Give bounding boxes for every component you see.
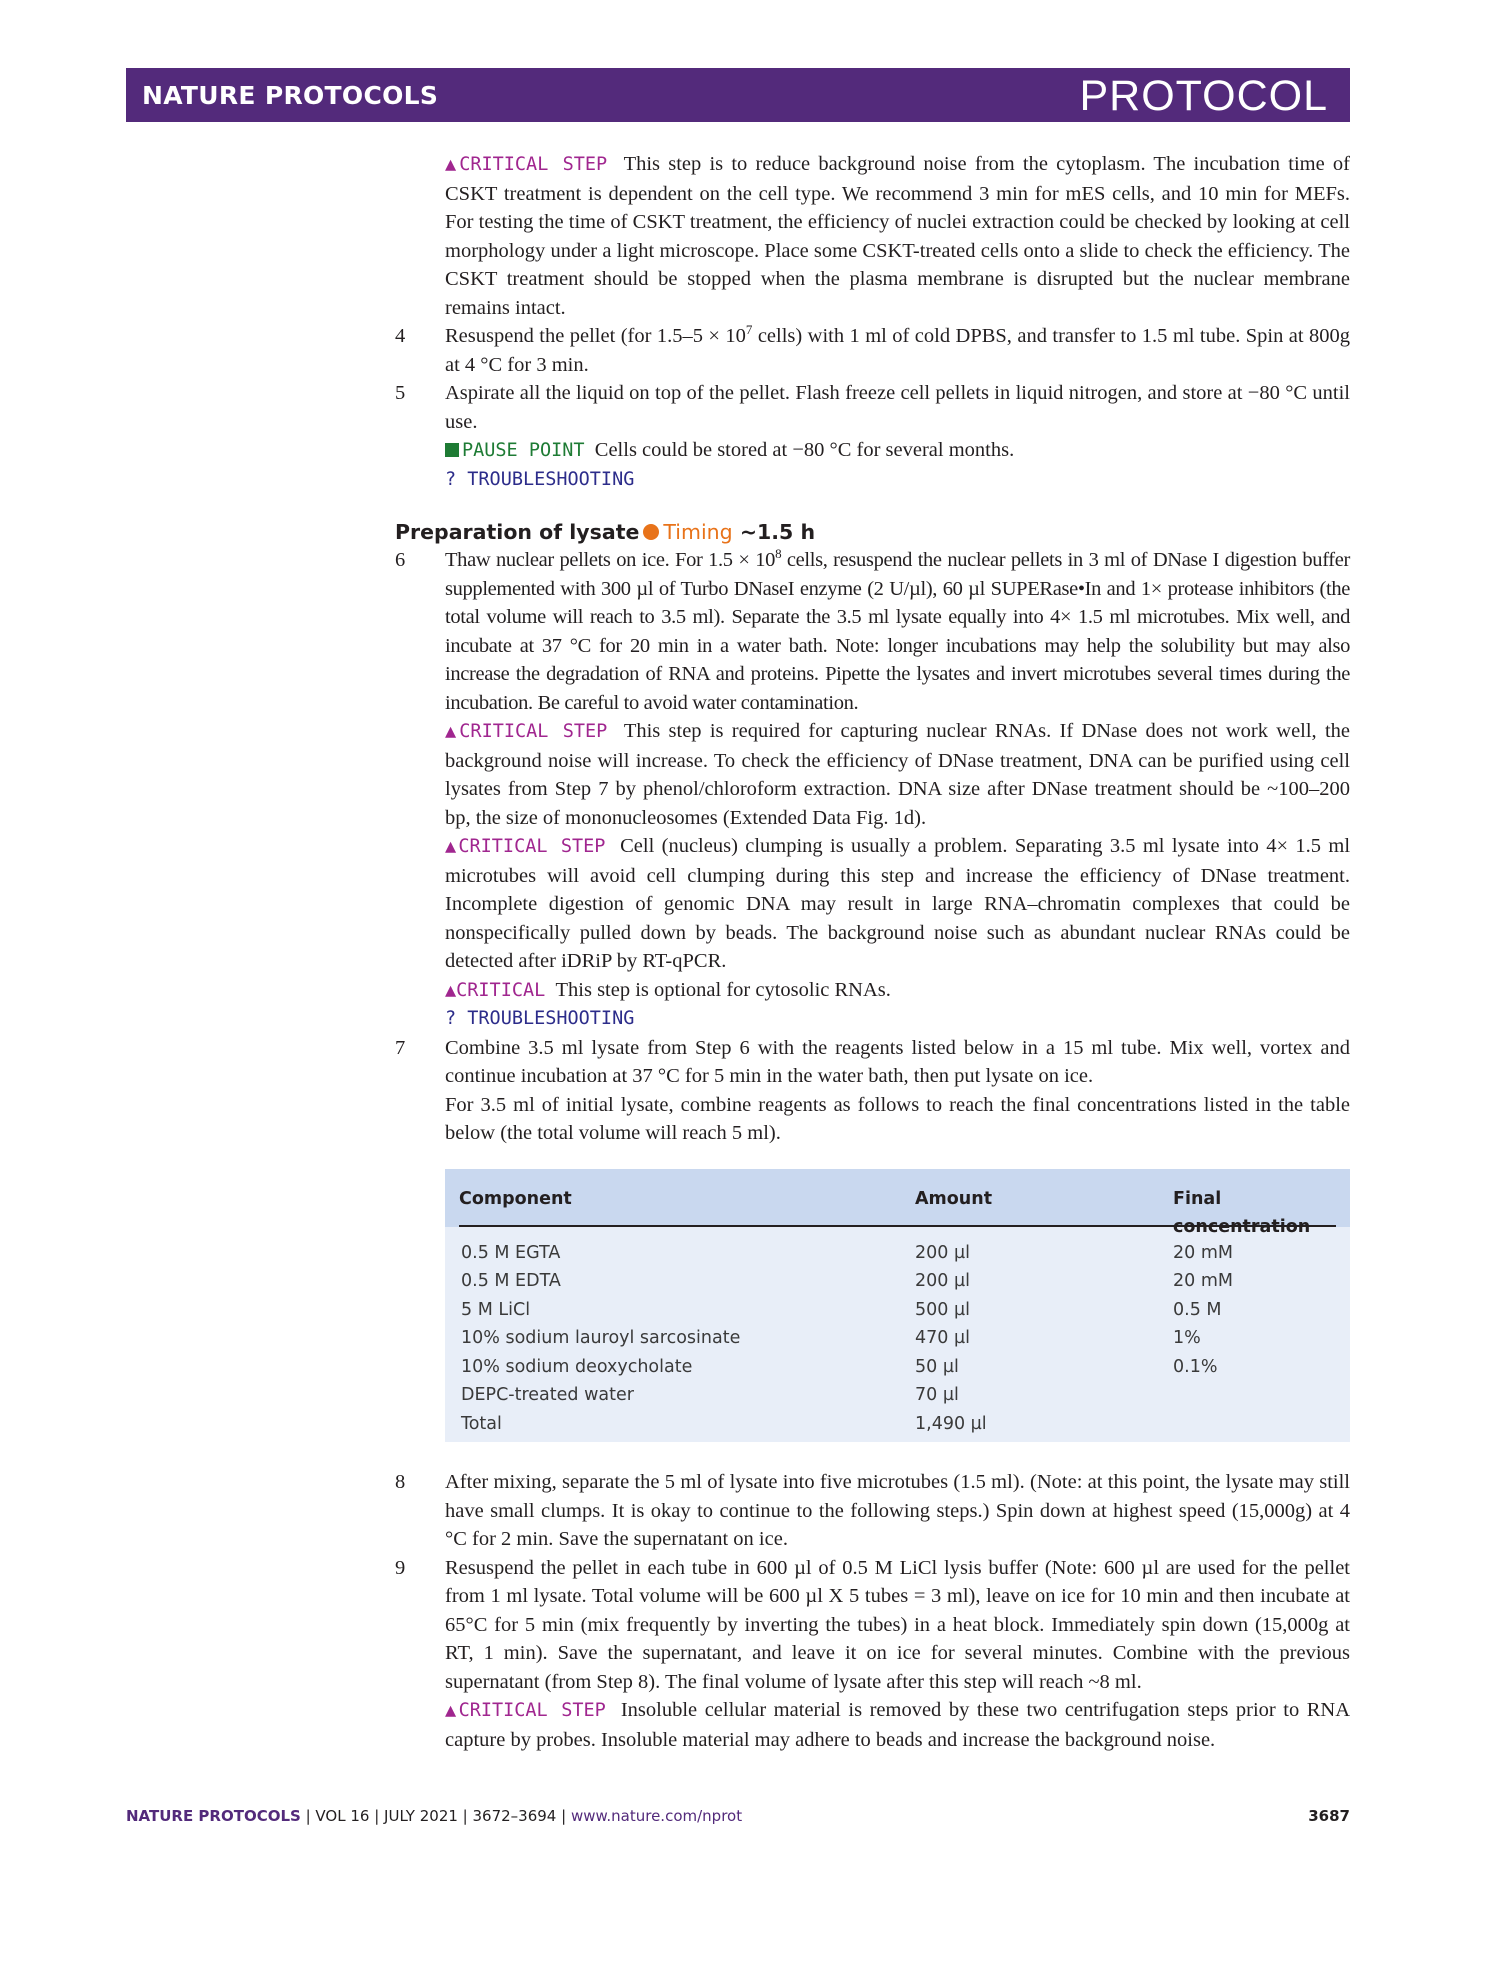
table-cell: 5 M LiCl xyxy=(461,1299,531,1320)
step-7 xyxy=(395,1034,1350,1148)
critical-note-text: This step is optional for cytosolic RNAs. xyxy=(555,978,891,1001)
footer-url-link[interactable]: www.nature.com/nprot xyxy=(570,1807,743,1825)
table-cell: 0.1% xyxy=(1173,1356,1218,1377)
step-number: 9 xyxy=(395,1556,406,1579)
table-row xyxy=(445,1292,1350,1321)
timing-dot-icon xyxy=(643,524,659,540)
critical-step-label: ▲CRITICAL STEP xyxy=(445,1700,606,1721)
square-icon xyxy=(445,443,459,457)
table-cell: 10% sodium deoxycholate xyxy=(461,1356,693,1377)
section-label: PROTOCOL xyxy=(1079,72,1328,120)
table-cell: Total xyxy=(461,1413,502,1434)
table-cell: DEPC-treated water xyxy=(461,1385,634,1405)
triangle-icon: ▲ xyxy=(445,154,460,175)
pause-point xyxy=(445,436,1350,466)
superscript: 8 xyxy=(775,546,782,561)
triangle-icon: ▲ xyxy=(445,979,457,1001)
table-row xyxy=(445,1349,1350,1378)
step-6 xyxy=(395,546,1350,1034)
step-number: 4 xyxy=(395,325,406,347)
table-cell: 1,490 µl xyxy=(915,1413,987,1434)
column-header: Component xyxy=(459,1188,572,1209)
critical-note-text: Cell (nucleus) clumping is usually a problem. Separating 3.5 ml lysate into 4× 1.5 ml microtubes will avoid cell clumping during this step and increase the efficiency of DNase treatment. Incomplete digestion of genomic DNA may result in large RNA–chromatin complexes that could be nonspecifically pulled down by beads. The background noise such as abundant nuclear RNAs could be detected after iDRiP by RT-qPCR. xyxy=(445,835,1351,972)
critical-step-label: ▲CRITICAL STEP xyxy=(445,721,608,742)
critical-note xyxy=(445,717,1350,832)
troubleshooting-link[interactable]: ? TROUBLESHOOTING xyxy=(445,468,635,490)
triangle-icon: ▲ xyxy=(445,721,460,742)
step-4 xyxy=(395,322,1350,379)
critical-note-text: This step is to reduce background noise from the cytoplasm. The incubation time of CSKT treatment is dependent on the cell type. We recommend 3 min for mES cells, and 10 min for MEFs. For testing the time of CSKT treatment, the efficiency of nuclei extraction could be checked by looking at cell morphology under a light microscope. Place some CSKT-treated cells onto a slide to check the efficiency. The CSKT treatment should be stopped when the plasma membrane is disrupted but the nuclear membrane remains intact. xyxy=(445,153,1350,319)
step-text: Thaw nuclear pellets on ice. For 1.5 × 10 xyxy=(445,549,776,571)
superscript: 7 xyxy=(745,322,753,337)
timing-value: ~1.5 h xyxy=(739,520,816,544)
step-text: cells) with 1 ml of cold DPBS, and transfer to 1.5 ml tube. Spin at 800g at 4 °C for 3 min. xyxy=(445,325,1350,376)
step-8 xyxy=(395,1468,1350,1554)
step-5 xyxy=(395,379,1350,436)
table-cell: 20 mM xyxy=(1173,1242,1233,1263)
step-text: Resuspend the pellet (for 1.5–5 × 10 xyxy=(445,325,746,347)
table-cell: 0.5 M EDTA xyxy=(461,1271,561,1291)
table-cell: 70 µl xyxy=(915,1385,959,1405)
triangle-icon: ▲ xyxy=(445,1700,459,1721)
critical-note xyxy=(445,1696,1350,1754)
step-text: Aspirate all the liquid on top of the pellet. Flash freeze cell pellets in liquid nitrogen, and store at −80 °C until use. xyxy=(445,382,1350,433)
troubleshooting-link[interactable]: ? TROUBLESHOOTING xyxy=(445,1008,635,1029)
step-text: After mixing, separate the 5 ml of lysate into five microtubes (1.5 ml). (Note: at this point, the lysate may still have small clumps. It is okay to continue to the following steps.) Spin down at highest speed (15,000g) at 4 °C for 2 min. Save the supernatant on ice. xyxy=(445,1471,1350,1550)
critical-note-text: Insoluble cellular material is removed by these two centrifugation steps prior to RNA capture by probes. Insoluble material may adhere to beads and increase the background noise. xyxy=(445,1699,1351,1751)
column-header: Amount xyxy=(915,1188,993,1209)
table-row xyxy=(445,1320,1350,1349)
table-row xyxy=(445,1377,1350,1406)
page-header xyxy=(126,68,1350,122)
table-cell: 10% sodium lauroyl sarcosinate xyxy=(461,1328,741,1348)
table-cell: 200 µl xyxy=(915,1271,970,1291)
table-cell: 500 µl xyxy=(915,1299,970,1320)
pause-point-text: Cells could be stored at −80 °C for several months. xyxy=(594,439,1015,461)
step-number: 6 xyxy=(395,549,406,571)
journal-name: NATURE PROTOCOLS xyxy=(142,81,439,110)
subheading-title: Preparation of lysate xyxy=(395,520,640,544)
step-text: For 3.5 ml of initial lysate, combine reagents as follows to reach the final concentrations listed in the table below (the total volume will reach 5 ml). xyxy=(445,1093,1350,1144)
table-cell: 470 µl xyxy=(915,1328,970,1348)
critical-note xyxy=(445,832,1350,976)
column-header: Final concentration xyxy=(1173,1188,1311,1237)
step-number: 5 xyxy=(395,382,406,404)
table-cell: 1% xyxy=(1173,1328,1201,1348)
triangle-icon: ▲ xyxy=(445,836,459,857)
step-text: Resuspend the pellet in each tube in 600 µl of 0.5 M LiCl lysis buffer (Note: 600 µl are used for the pellet from 1 ml lysate. Total volume will be 600 µl X 5 tubes = 3 ml), leave on ice for 10 min and then incubate at 65°C for 5 min (mix frequently by inverting the tubes) in a heat block. Immediately spin down (15,000g at RT, 1 min). Save the supernatant, and leave it on ice for several minutes. Combine with the previous supernatant (from Step 8). The final volume of lysate after this step will reach ~8 ml. xyxy=(445,1556,1350,1693)
footer-volume: | VOL 16 | JULY 2021 | 3672–3694 | xyxy=(300,1807,571,1825)
subheading xyxy=(395,518,1350,546)
table-cell: 0.5 M EGTA xyxy=(461,1242,561,1263)
table-cell: 50 µl xyxy=(915,1356,959,1377)
table-cell: 0.5 M xyxy=(1173,1299,1222,1320)
table-cell: 200 µl xyxy=(915,1242,970,1263)
reagent-table xyxy=(445,1169,1350,1443)
critical-step-label: ▲CRITICAL STEP xyxy=(445,154,608,175)
page-number: 3687 xyxy=(1308,1807,1350,1825)
table-row xyxy=(445,1235,1350,1264)
critical-note xyxy=(445,150,1350,322)
table-cell: 20 mM xyxy=(1173,1271,1233,1291)
table-row xyxy=(445,1263,1350,1292)
step-number: 7 xyxy=(395,1036,406,1059)
footer-citation xyxy=(126,1807,742,1825)
footer-journal: NATURE PROTOCOLS xyxy=(126,1807,301,1825)
critical-label: ▲CRITICAL xyxy=(445,979,546,1001)
step-number: 8 xyxy=(395,1471,406,1493)
step-9 xyxy=(395,1554,1350,1755)
critical-step-label: ▲CRITICAL STEP xyxy=(445,836,606,857)
timing-label: Timing xyxy=(663,520,733,544)
step-text: cells, resuspend the nuclear pellets in 3 ml of DNase I digestion buffer supplemented with 300 µl of Turbo DNaseI enzyme (2 U/µl), 60 µl SUPERase•In and 1× protease inhibitors (the total volume will reach to 3.5 ml). Separate the 3.5 ml lysate equally into 4× 1.5 ml microtubes. Mix well, and incubate at 37 °C for 20 min in a water bath. Note: longer incubations may help the solubility but may also increase the degradation of RNA and proteins. Pipette the lysates and invert microtubes several times during the incubation. Be careful to avoid water contamination. xyxy=(445,549,1350,714)
table-header xyxy=(459,1169,1336,1237)
main-content xyxy=(395,150,1350,1754)
pause-point-label: PAUSE POINT xyxy=(445,440,585,461)
critical-note-text: This step is required for capturing nuclear RNAs. If DNase does not work well, the background noise will increase. To check the efficiency of DNase treatment, DNA can be purified using cell lysates from Step 7 by phenol/chloroform extraction. DNA size after DNase treatment should be ~100–200 bp, the size of mononucleosomes (Extended Data Fig. 1d). xyxy=(445,720,1351,829)
table-row xyxy=(445,1406,1350,1435)
step-text: Combine 3.5 ml lysate from Step 6 with the reagents listed below in a 15 ml tube. Mix well, vortex and continue incubation at 37 °C for 5 min in the water bath, then put lysate on ice. xyxy=(445,1036,1350,1087)
critical-note xyxy=(445,976,1350,1006)
